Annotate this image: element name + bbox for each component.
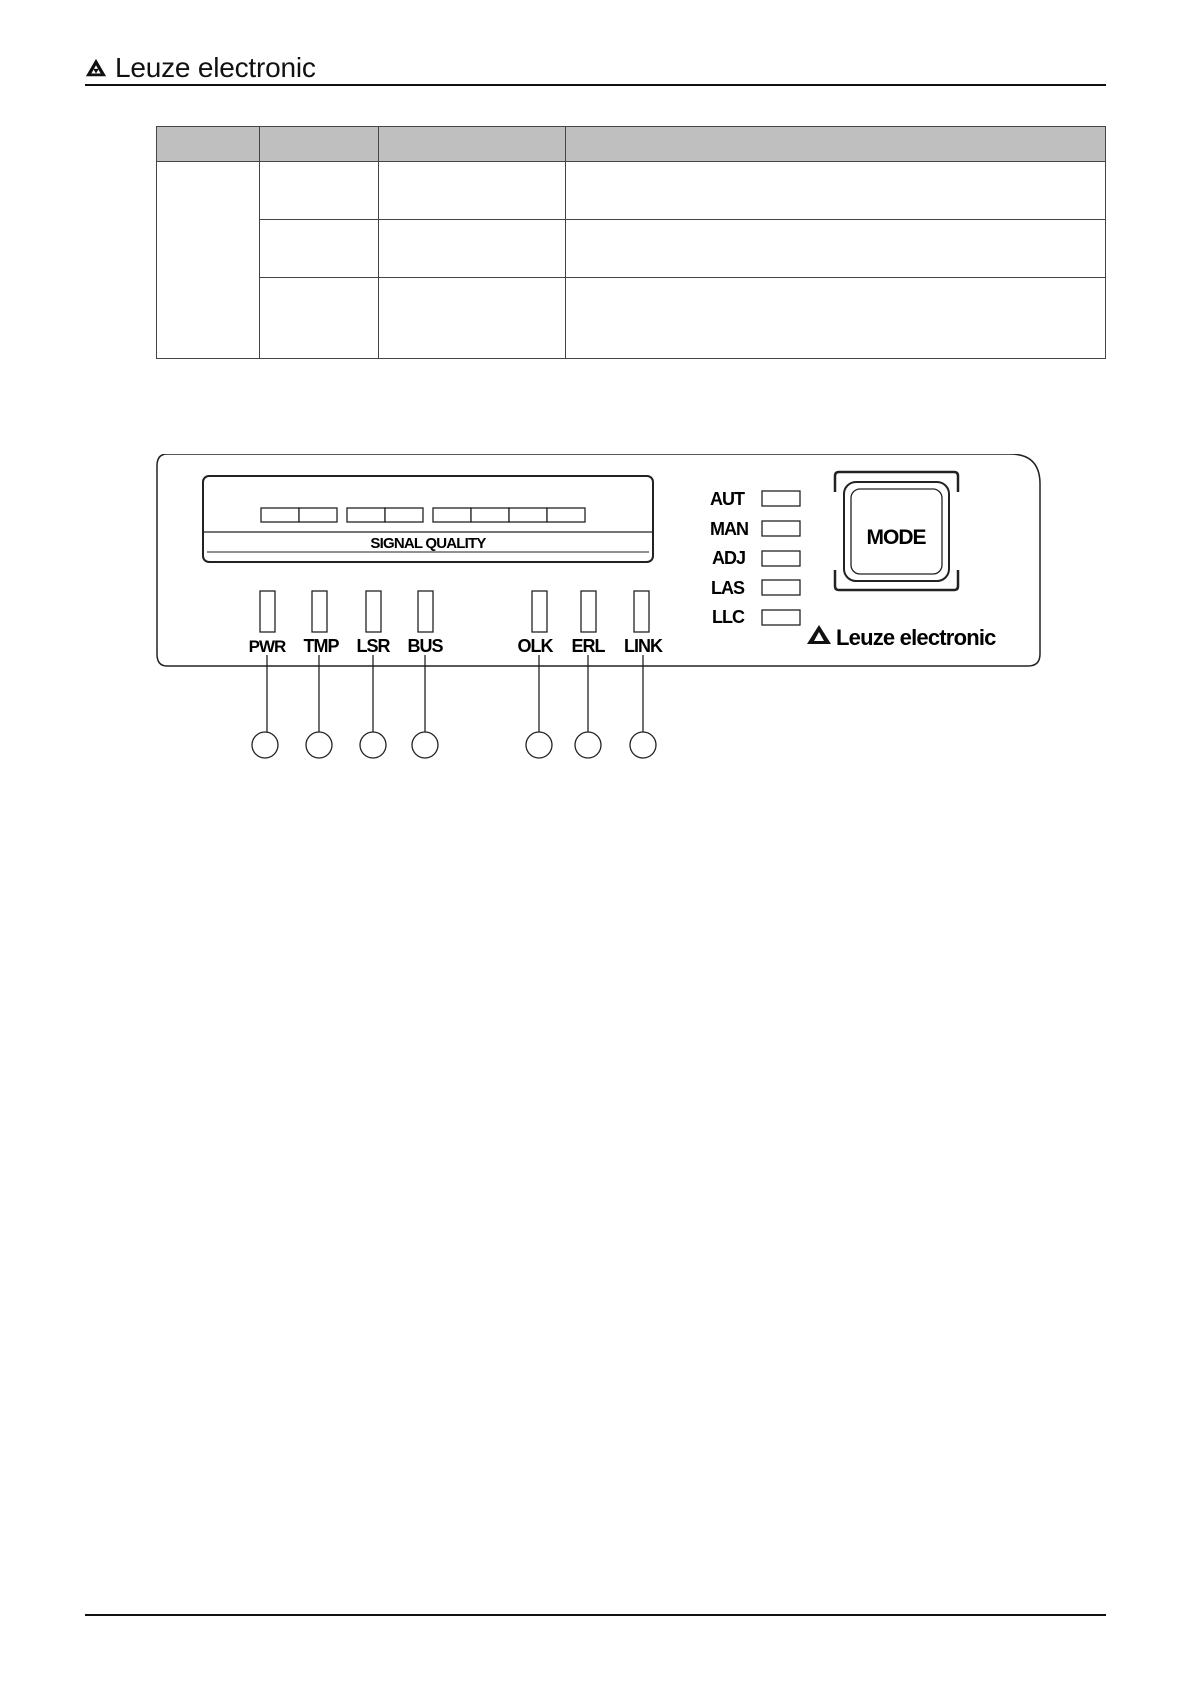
table-header-cell bbox=[157, 127, 260, 162]
table-cell bbox=[260, 220, 379, 278]
signal-bar-7 bbox=[509, 508, 547, 522]
mode-led-las-lamp bbox=[762, 580, 800, 595]
led-label-link: LINK bbox=[624, 636, 662, 656]
mode-label-llc: LLC bbox=[712, 607, 744, 627]
callouts bbox=[252, 655, 656, 758]
mode-label-man: MAN bbox=[710, 519, 748, 539]
table-cell bbox=[379, 278, 566, 359]
mode-label-aut: AUT bbox=[710, 489, 744, 509]
table-cell bbox=[157, 162, 260, 359]
mode-label-adj: ADJ bbox=[711, 548, 745, 568]
signal-bar-1 bbox=[261, 508, 299, 522]
callout-circle bbox=[360, 732, 386, 758]
mode-led-llc-lamp bbox=[762, 610, 800, 625]
table-cell bbox=[260, 162, 379, 220]
table-cell bbox=[379, 162, 566, 220]
brand-name: Leuze electronic bbox=[115, 52, 316, 83]
led-label-pwr: PWR bbox=[248, 637, 286, 656]
leuze-logo-icon bbox=[85, 57, 107, 79]
led-label-tmp: TMP bbox=[303, 636, 339, 656]
signal-bar-2 bbox=[299, 508, 337, 522]
mode-button-label: MODE bbox=[866, 526, 926, 549]
table-cell bbox=[260, 278, 379, 359]
callout-circle bbox=[306, 732, 332, 758]
table-cell bbox=[566, 162, 1106, 220]
signal-quality-display bbox=[203, 476, 653, 562]
mode-led-aut bbox=[710, 489, 745, 509]
brand-logo bbox=[85, 52, 316, 84]
signal-bar-3 bbox=[347, 508, 385, 522]
table-header-cell bbox=[566, 127, 1106, 162]
table-cell bbox=[566, 278, 1106, 359]
signal-bar-5 bbox=[433, 508, 471, 522]
mode-led-man-lamp bbox=[762, 521, 800, 536]
callout-circle bbox=[526, 732, 552, 758]
footer-rule bbox=[85, 1614, 1106, 1616]
table-header-cell bbox=[379, 127, 566, 162]
callout-circle bbox=[575, 732, 601, 758]
led-label-olk: OLK bbox=[517, 636, 553, 656]
table-row bbox=[157, 162, 1106, 220]
device-panel-svg bbox=[155, 454, 1045, 764]
callout-circle bbox=[630, 732, 656, 758]
table-header-cell bbox=[260, 127, 379, 162]
table-row bbox=[157, 278, 1106, 359]
mode-led-adj-lamp bbox=[762, 551, 800, 566]
device-brand-text: Leuze electronic bbox=[836, 625, 996, 650]
table-row bbox=[157, 220, 1106, 278]
signal-bar-4 bbox=[385, 508, 423, 522]
led-label-lsr: LSR bbox=[356, 636, 390, 656]
page-header bbox=[85, 50, 1106, 86]
device-brand bbox=[807, 625, 996, 650]
signal-quality-label: SIGNAL QUALITY bbox=[370, 535, 486, 552]
callout-circle bbox=[252, 732, 278, 758]
table-cell bbox=[379, 220, 566, 278]
led-label-erl: ERL bbox=[571, 636, 605, 656]
callout-circle bbox=[412, 732, 438, 758]
table-cell bbox=[566, 220, 1106, 278]
mode-label-las: LAS bbox=[711, 578, 744, 598]
mode-button[interactable] bbox=[835, 472, 958, 590]
signal-bar-6 bbox=[471, 508, 509, 522]
led-label-bus: BUS bbox=[407, 636, 443, 656]
device-panel-figure bbox=[155, 454, 1045, 769]
mode-led-aut-lamp bbox=[762, 491, 800, 506]
spec-table bbox=[156, 126, 1106, 359]
signal-bar-8 bbox=[547, 508, 585, 522]
